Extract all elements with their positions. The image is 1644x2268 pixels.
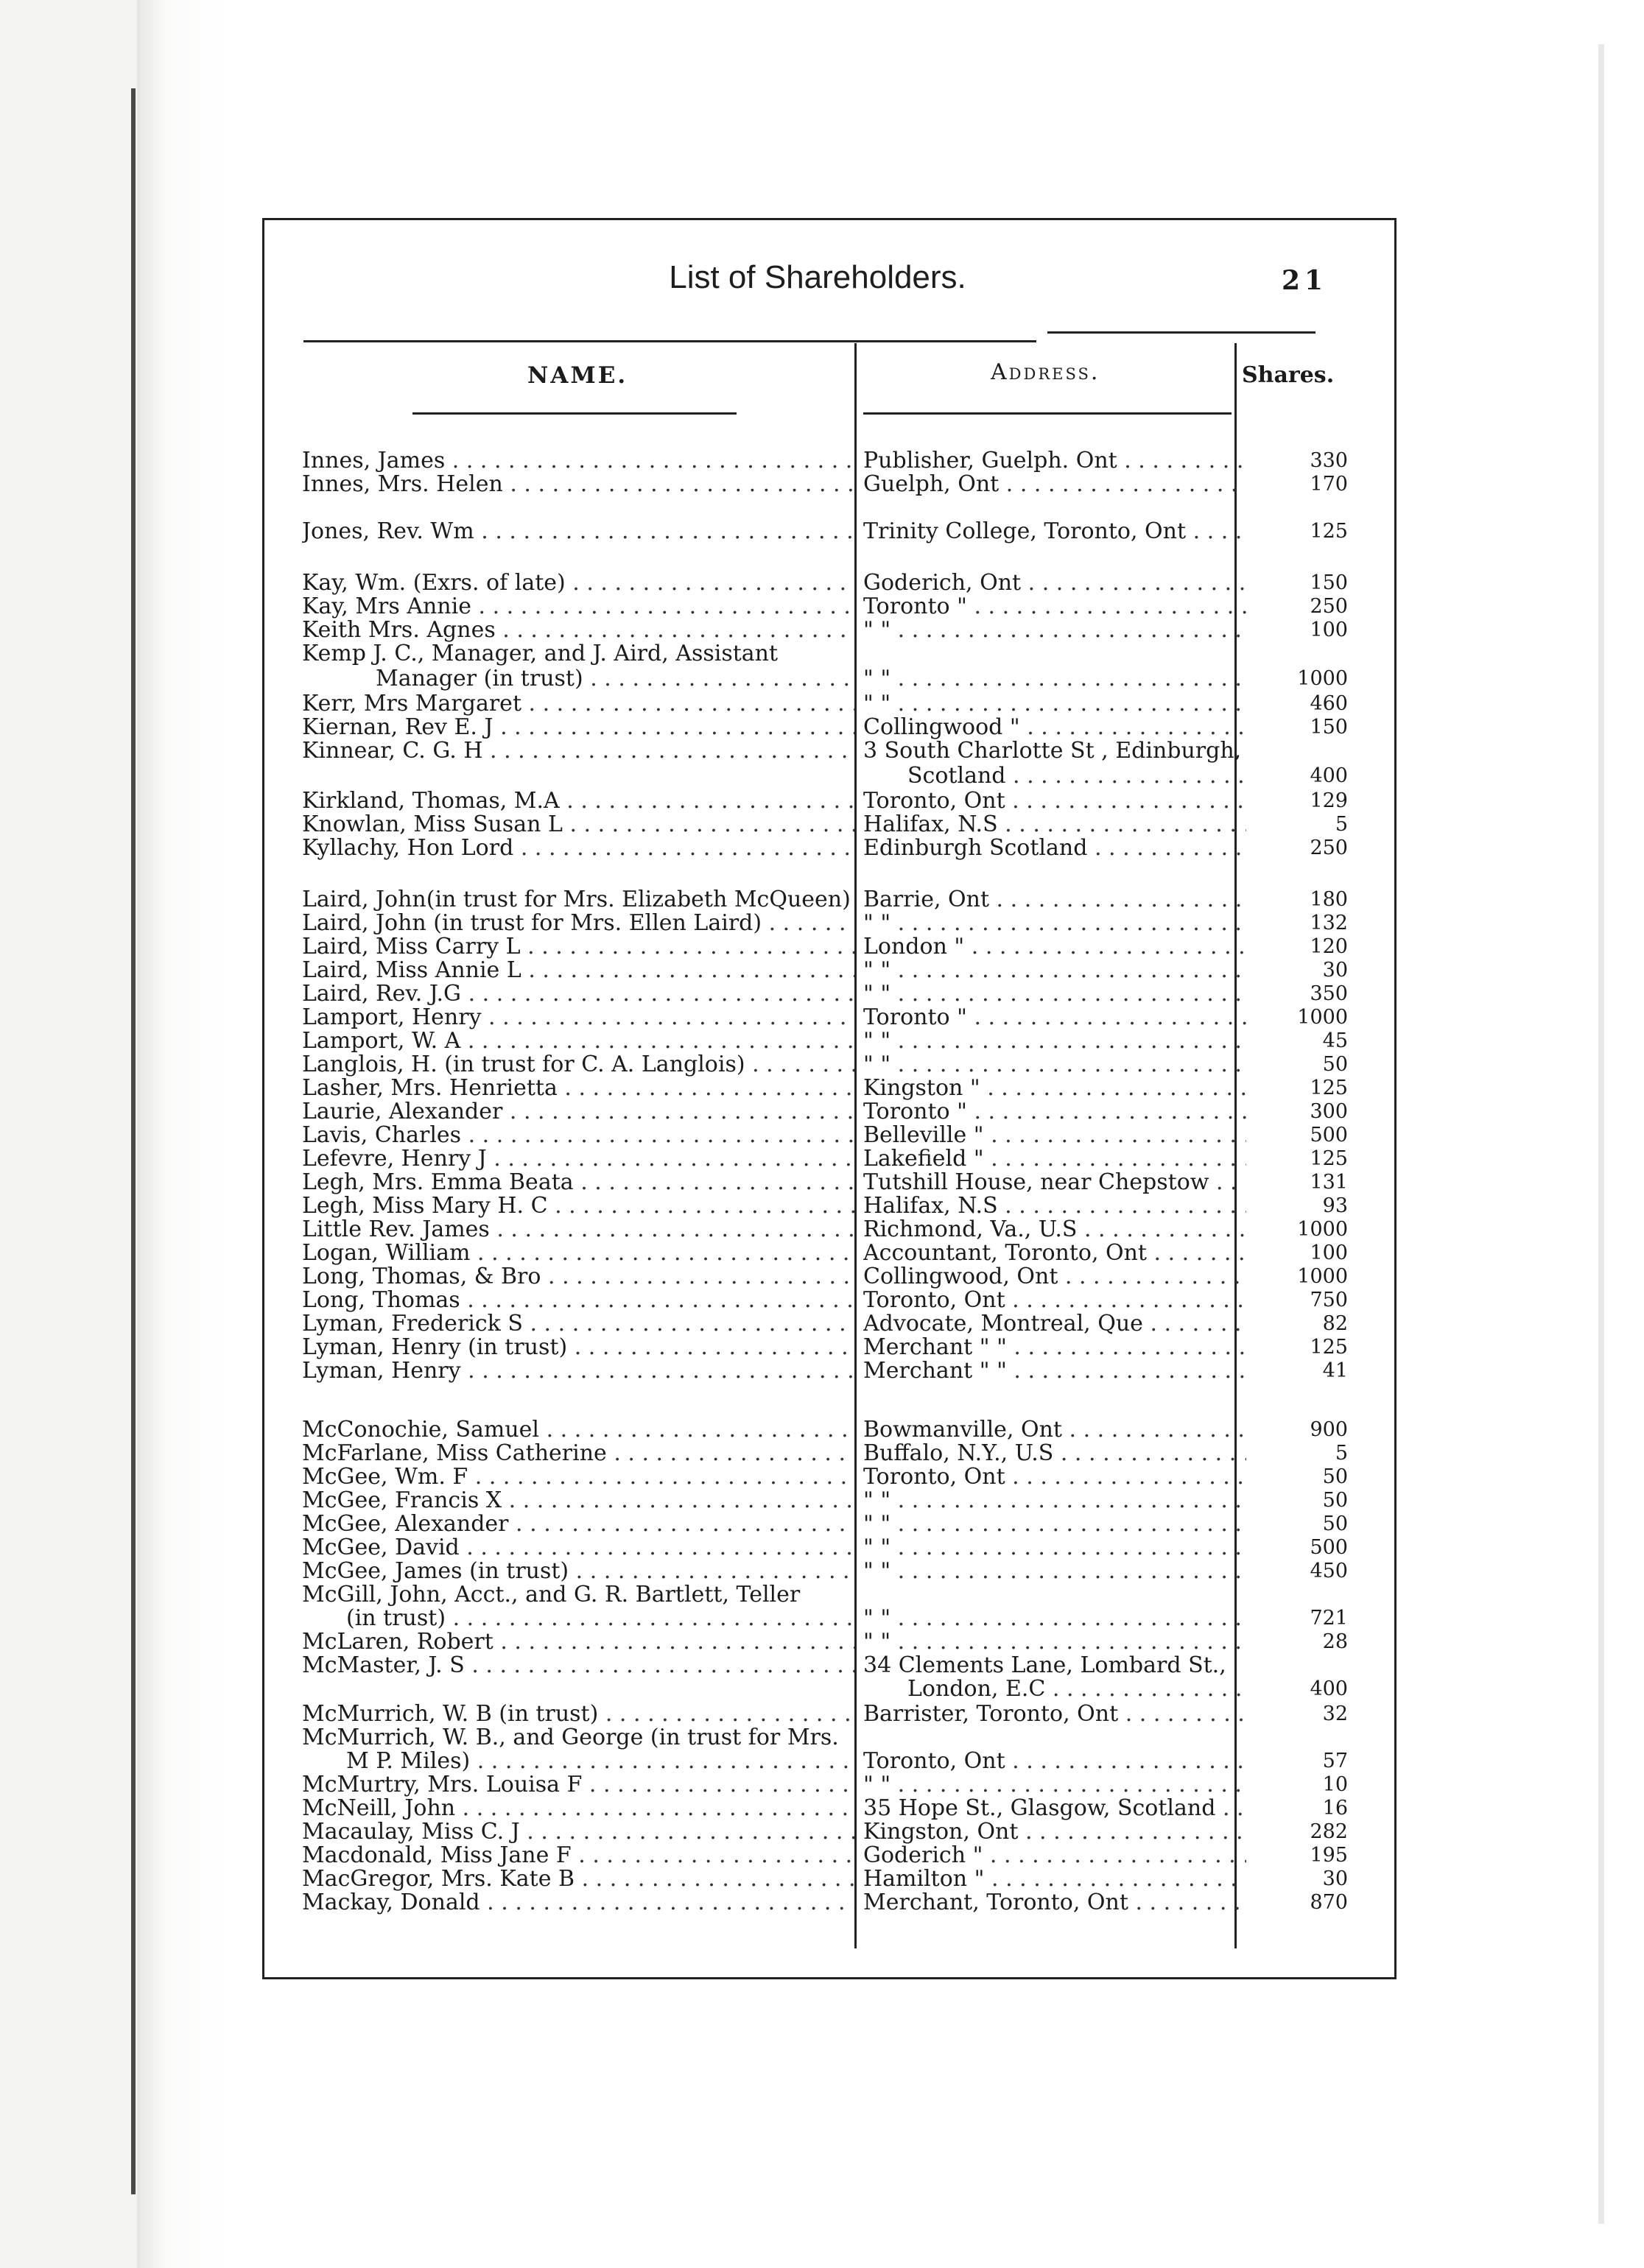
shareholder-address: " " . . . — [863, 1605, 1246, 1632]
header-rule-name — [412, 412, 737, 415]
table-row — [0, 1464, 1399, 1490]
shareholder-shares: 100 — [1310, 619, 1348, 641]
shareholder-name: Lamport, Henry . . . — [302, 1004, 854, 1031]
shareholder-shares: 82 — [1322, 1312, 1348, 1335]
shareholder-name: Laird, Rev. J.G . . . — [302, 981, 854, 1007]
shareholder-name: Logan, William . . . — [302, 1240, 854, 1267]
shareholder-shares: 1000 — [1297, 1006, 1348, 1029]
shareholder-shares: 500 — [1310, 1536, 1348, 1559]
shareholder-address: Merchant, Toronto, Ont . . . — [863, 1890, 1246, 1916]
shareholder-address: Goderich, Ont . . . — [863, 570, 1246, 596]
shareholder-address: Halifax, N.S . . . — [863, 811, 1246, 838]
table-row — [0, 1842, 1399, 1869]
shareholder-name: McGee, Wm. F . . . — [302, 1464, 854, 1490]
table-row — [0, 934, 1399, 960]
shareholder-name: McMurrich, W. B., and George (in trust for Mrs. — [302, 1725, 839, 1750]
shareholder-name: Macaulay, Miss C. J . . . — [302, 1819, 854, 1845]
table-row — [0, 1028, 1399, 1054]
shareholder-shares: 400 — [1310, 764, 1348, 787]
shareholder-shares: 282 — [1310, 1820, 1348, 1843]
shareholder-shares: 50 — [1322, 1053, 1348, 1076]
table-row — [0, 1511, 1399, 1538]
shareholder-shares: 28 — [1322, 1630, 1348, 1653]
shareholder-shares: 120 — [1310, 935, 1348, 958]
shareholder-shares: 10 — [1322, 1773, 1348, 1796]
shareholder-name: Lyman, Frederick S . . . — [302, 1311, 854, 1337]
title-rule-left — [303, 340, 1036, 342]
shareholder-name: McMurtry, Mrs. Louisa F . . . — [302, 1772, 854, 1798]
shareholder-name: Kiernan, Rev E. J . . . — [302, 714, 854, 741]
table-row — [0, 1819, 1399, 1845]
column-header-name: NAME. — [527, 362, 628, 389]
shareholder-name: (in trust) . . . — [346, 1605, 854, 1632]
shareholder-name: McLaren, Robert . . . — [302, 1629, 854, 1655]
shareholder-address: Buffalo, N.Y., U.S . . . — [863, 1440, 1246, 1467]
shareholder-address: " " . . . — [863, 666, 1246, 692]
shareholder-name: Jones, Rev. Wm . . . — [302, 518, 854, 545]
shareholder-name: Kay, Wm. (Exrs. of late) . . . — [302, 570, 854, 596]
shareholder-name: Legh, Mrs. Emma Beata . . . — [302, 1169, 854, 1196]
table-row — [0, 1240, 1399, 1267]
page-number: 21 — [1282, 265, 1328, 296]
shareholder-shares: 93 — [1322, 1194, 1348, 1217]
shareholder-shares: 750 — [1310, 1289, 1348, 1311]
shareholder-address: " " . . . — [863, 1629, 1246, 1655]
table-row — [0, 1558, 1399, 1585]
table-row — [0, 1629, 1399, 1655]
shareholder-address: Toronto, Ont . . . — [863, 1287, 1246, 1314]
shareholder-address: Barrie, Ont . . . — [863, 887, 1246, 913]
table-row — [0, 518, 1399, 545]
table-row — [0, 1440, 1399, 1467]
shareholder-name: Lyman, Henry (in trust) . . . — [302, 1334, 854, 1361]
shareholder-address: Merchant " " . . . — [863, 1358, 1246, 1384]
table-row — [0, 1676, 1399, 1702]
shareholder-name: Laird, John (in trust for Mrs. Ellen Laird) . . . — [302, 910, 854, 937]
title-rule-right — [1047, 331, 1315, 334]
table-row — [0, 1358, 1399, 1384]
shareholder-name: McFarlane, Miss Catherine . . . — [302, 1440, 854, 1467]
shareholder-address: Merchant " " . . . — [863, 1334, 1246, 1361]
table-row — [0, 1075, 1399, 1102]
shareholder-address: Toronto " . . . — [863, 1004, 1246, 1031]
shareholder-name: McMurrich, W. B (in trust) . . . — [302, 1701, 854, 1728]
table-row — [0, 1535, 1399, 1561]
shareholder-name: Keith Mrs. Agnes . . . — [302, 617, 854, 644]
shareholder-address: Halifax, N.S . . . — [863, 1193, 1246, 1219]
table-row — [0, 1652, 1399, 1679]
table-row — [0, 788, 1399, 814]
shareholder-address: " " . . . — [863, 1511, 1246, 1538]
shareholder-shares: 30 — [1322, 1867, 1348, 1890]
shareholder-shares: 195 — [1310, 1844, 1348, 1867]
shareholder-address: Scotland . . . — [907, 763, 1246, 789]
shareholder-name: Laird, Miss Annie L . . . — [302, 957, 854, 984]
shareholder-address: Goderich " . . . — [863, 1842, 1246, 1869]
table-row — [0, 471, 1399, 498]
table-row — [0, 617, 1399, 644]
shareholder-shares: 350 — [1310, 982, 1348, 1005]
table-row — [0, 811, 1399, 838]
shareholder-shares: 16 — [1322, 1797, 1348, 1820]
shareholder-address: Belleville " . . . — [863, 1122, 1246, 1149]
shareholder-address: Guelph, Ont . . . — [863, 471, 1246, 498]
shareholder-address: London " . . . — [863, 934, 1246, 960]
table-row — [0, 1890, 1399, 1916]
shareholder-address: Tutshill House, near Chepstow . . . — [863, 1169, 1246, 1196]
shareholder-shares: 50 — [1322, 1465, 1348, 1488]
page-title: List of Shareholders. — [669, 259, 966, 295]
shareholder-name: Mackay, Donald . . . — [302, 1890, 854, 1916]
shareholder-address: " " . . . — [863, 1535, 1246, 1561]
shareholder-shares: 129 — [1310, 789, 1348, 812]
table-row — [0, 1264, 1399, 1290]
shareholder-address: Kingston " . . . — [863, 1075, 1246, 1102]
shareholder-address: Accountant, Toronto, Ont . . . — [863, 1240, 1246, 1267]
shareholder-shares: 57 — [1322, 1750, 1348, 1772]
table-row — [0, 981, 1399, 1007]
shareholder-shares: 100 — [1310, 1242, 1348, 1264]
table-row — [0, 763, 1399, 789]
shareholder-address: Bowmanville, Ont . . . — [863, 1417, 1246, 1443]
table-row — [0, 691, 1399, 717]
shareholder-name: Lamport, W. A . . . — [302, 1028, 854, 1054]
shareholder-address: Lakefield " . . . — [863, 1146, 1246, 1172]
shareholder-address: Publisher, Guelph. Ont . . . — [863, 448, 1246, 474]
shareholder-name: Long, Thomas, & Bro . . . — [302, 1264, 854, 1290]
table-row — [0, 1795, 1399, 1822]
page-edge-shadow — [1598, 44, 1604, 2224]
shareholder-address: Toronto, Ont . . . — [863, 788, 1246, 814]
shareholder-shares: 41 — [1322, 1359, 1348, 1382]
shareholder-address: Toronto, Ont . . . — [863, 1464, 1246, 1490]
shareholder-address: " " . . . — [863, 617, 1246, 644]
shareholder-name: Lefevre, Henry J . . . — [302, 1146, 854, 1172]
shareholder-shares: 450 — [1310, 1560, 1348, 1582]
shareholder-shares: 870 — [1310, 1891, 1348, 1914]
shareholder-address: 34 Clements Lane, Lombard St., — [863, 1652, 1226, 1678]
shareholder-address: 3 South Charlotte St , Edinburgh, — [863, 738, 1242, 764]
table-row — [0, 887, 1399, 913]
shareholder-name: McGee, David . . . — [302, 1535, 854, 1561]
shareholder-name: Laird, Miss Carry L . . . — [302, 934, 854, 960]
shareholder-address: Toronto " . . . — [863, 1099, 1246, 1125]
table-row — [0, 1287, 1399, 1314]
shareholder-shares: 1000 — [1297, 1265, 1348, 1288]
shareholder-address: Hamilton " . . . — [863, 1866, 1246, 1892]
table-row — [0, 1417, 1399, 1443]
shareholder-shares: 460 — [1310, 692, 1348, 715]
shareholder-shares: 400 — [1310, 1677, 1348, 1700]
table-row — [0, 738, 1399, 764]
table-row — [0, 594, 1399, 620]
table-row — [0, 570, 1399, 596]
shareholder-shares: 50 — [1322, 1512, 1348, 1535]
table-row — [0, 666, 1399, 692]
shareholder-address: " " . . . — [863, 1772, 1246, 1798]
shareholder-name: McMaster, J. S . . . — [302, 1652, 854, 1679]
shareholder-name: Kay, Mrs Annie . . . — [302, 594, 854, 620]
shareholder-shares: 250 — [1310, 837, 1348, 859]
shareholder-shares: 125 — [1310, 1077, 1348, 1099]
shareholder-address: Toronto " . . . — [863, 594, 1246, 620]
shareholder-shares: 330 — [1310, 449, 1348, 472]
shareholder-name: Innes, Mrs. Helen . . . — [302, 471, 854, 498]
column-header-address: Address. — [991, 359, 1100, 385]
shareholder-address: Toronto, Ont . . . — [863, 1748, 1246, 1775]
shareholder-shares: 150 — [1310, 716, 1348, 739]
shareholder-name: Kinnear, C. G. H . . . — [302, 738, 854, 764]
shareholder-shares: 131 — [1310, 1171, 1348, 1194]
shareholder-address: " " . . . — [863, 957, 1246, 984]
table-row — [0, 1193, 1399, 1219]
table-row — [0, 1748, 1399, 1775]
table-row — [0, 1487, 1399, 1514]
shareholder-address: Collingwood " . . . — [863, 714, 1246, 741]
table-row — [0, 641, 1399, 667]
shareholder-name: Kirkland, Thomas, M.A . . . — [302, 788, 854, 814]
table-row — [0, 1725, 1399, 1751]
shareholder-name: Langlois, H. (in trust for C. A. Langlois) . . . — [302, 1052, 854, 1078]
shareholder-name: McGee, Francis X . . . — [302, 1487, 854, 1514]
shareholder-address: " " . . . — [863, 910, 1246, 937]
shareholder-shares: 150 — [1310, 571, 1348, 594]
shareholder-address: Edinburgh Scotland . . . — [863, 835, 1246, 862]
shareholder-name: MacGregor, Mrs. Kate B . . . — [302, 1866, 854, 1892]
shareholder-name: McConochie, Samuel . . . — [302, 1417, 854, 1443]
shareholder-shares: 5 — [1335, 1442, 1348, 1465]
table-row — [0, 1004, 1399, 1031]
shareholder-shares: 132 — [1310, 912, 1348, 934]
shareholder-shares: 32 — [1322, 1702, 1348, 1725]
table-row — [0, 957, 1399, 984]
shareholder-address: Trinity College, Toronto, Ont . . . — [863, 518, 1246, 545]
shareholder-name: Laird, John(in trust for Mrs. Elizabeth McQueen) . . . — [302, 887, 854, 913]
shareholder-name: McGill, John, Acct., and G. R. Bartlett, Teller — [302, 1582, 801, 1607]
shareholder-name: Lyman, Henry . . . — [302, 1358, 854, 1384]
shareholder-shares: 170 — [1310, 473, 1348, 496]
shareholder-name: Manager (in trust) . . . — [376, 666, 854, 692]
shareholder-address: " " . . . — [863, 1052, 1246, 1078]
shareholder-shares: 1000 — [1297, 667, 1348, 690]
shareholder-shares: 180 — [1310, 888, 1348, 911]
shareholder-name: Legh, Miss Mary H. C . . . — [302, 1193, 854, 1219]
header-rule-address — [863, 412, 1232, 415]
shareholder-name: McGee, James (in trust) . . . — [302, 1558, 854, 1585]
shareholder-name: Lasher, Mrs. Henrietta . . . — [302, 1075, 854, 1102]
shareholder-name: Knowlan, Miss Susan L . . . — [302, 811, 854, 838]
shareholder-name: Little Rev. James . . . — [302, 1216, 854, 1243]
table-row — [0, 714, 1399, 741]
shareholder-shares: 50 — [1322, 1489, 1348, 1512]
table-row — [0, 1052, 1399, 1078]
table-row — [0, 1582, 1399, 1608]
shareholder-shares: 125 — [1310, 1147, 1348, 1170]
shareholder-shares: 300 — [1310, 1100, 1348, 1123]
table-row — [0, 1334, 1399, 1361]
shareholder-address: 35 Hope St., Glasgow, Scotland . . . — [863, 1795, 1246, 1822]
table-row — [0, 1122, 1399, 1149]
shareholder-name: Innes, James . . . — [302, 448, 854, 474]
shareholder-address: London, E.C . . . — [907, 1676, 1246, 1702]
table-row — [0, 448, 1399, 474]
shareholder-name: Laurie, Alexander . . . — [302, 1099, 854, 1125]
shareholder-shares: 250 — [1310, 595, 1348, 618]
table-row — [0, 1169, 1399, 1196]
table-row — [0, 1216, 1399, 1243]
table-row — [0, 1099, 1399, 1125]
shareholder-name: Macdonald, Miss Jane F . . . — [302, 1842, 854, 1869]
shareholder-shares: 900 — [1310, 1418, 1348, 1441]
column-header-shares: Shares. — [1242, 362, 1335, 388]
table-row — [0, 1866, 1399, 1892]
shareholder-shares: 125 — [1310, 1336, 1348, 1359]
table-row — [0, 1772, 1399, 1798]
shareholder-name: Long, Thomas . . . — [302, 1287, 854, 1314]
shareholder-address: " " . . . — [863, 1558, 1246, 1585]
shareholder-name: McGee, Alexander . . . — [302, 1511, 854, 1538]
shareholder-address: Kingston, Ont . . . — [863, 1819, 1246, 1845]
shareholder-address: Collingwood, Ont . . . — [863, 1264, 1246, 1290]
shareholder-shares: 721 — [1310, 1607, 1348, 1630]
shareholder-name: M P. Miles) . . . — [346, 1748, 854, 1775]
table-row — [0, 1311, 1399, 1337]
table-row — [0, 1146, 1399, 1172]
shareholder-address: " " . . . — [863, 691, 1246, 717]
table-row — [0, 1605, 1399, 1632]
shareholder-name: Kyllachy, Hon Lord . . . — [302, 835, 854, 862]
shareholder-address: " " . . . — [863, 981, 1246, 1007]
shareholder-shares: 1000 — [1297, 1218, 1348, 1241]
table-row — [0, 910, 1399, 937]
shareholder-shares: 500 — [1310, 1124, 1348, 1147]
table-row — [0, 835, 1399, 862]
shareholder-shares: 125 — [1310, 520, 1348, 543]
shareholder-address: " " . . . — [863, 1487, 1246, 1514]
shareholder-shares: 45 — [1322, 1029, 1348, 1052]
shareholder-address: Barrister, Toronto, Ont . . . — [863, 1701, 1246, 1728]
shareholder-address: Richmond, Va., U.S . . . — [863, 1216, 1246, 1243]
shareholder-address: " " . . . — [863, 1028, 1246, 1054]
shareholder-shares: 30 — [1322, 959, 1348, 982]
shareholder-name: Kemp J. C., Manager, and J. Aird, Assistant — [302, 641, 779, 666]
shareholder-name: Kerr, Mrs Margaret . . . — [302, 691, 854, 717]
shareholder-address: Advocate, Montreal, Que . . . — [863, 1311, 1246, 1337]
shareholder-name: Lavis, Charles . . . — [302, 1122, 854, 1149]
shareholder-name: McNeill, John . . . — [302, 1795, 854, 1822]
shareholder-shares: 5 — [1335, 813, 1348, 836]
table-row — [0, 1701, 1399, 1728]
